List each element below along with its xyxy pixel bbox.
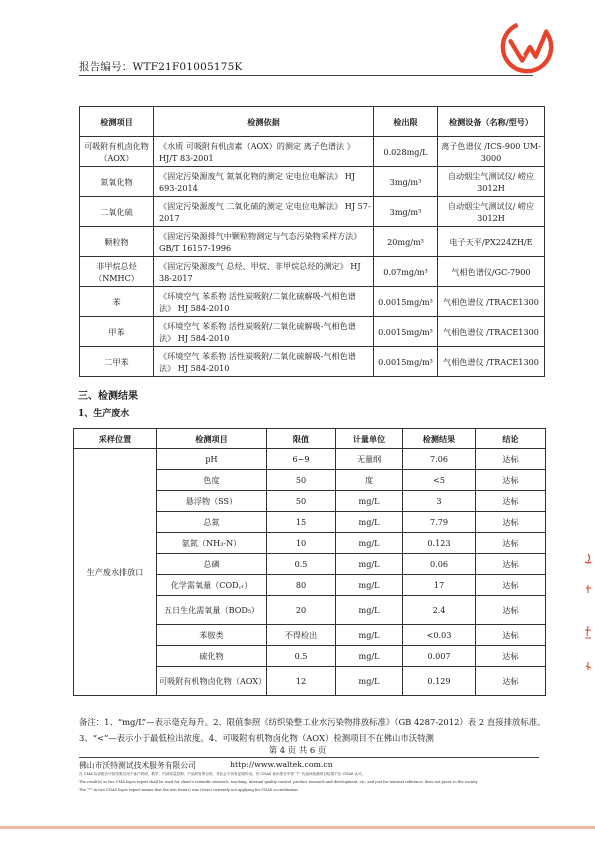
basis-cell: 《环境空气 苯系物 活性炭吸附/二氧化硫解吸-气相色谱法》 HJ 584-2010 <box>154 287 374 317</box>
result-cell: 7.06 <box>403 449 476 470</box>
header-result: 检测结果 <box>403 429 476 449</box>
item-cell: 总氮 <box>157 512 267 533</box>
footer-disclaimer-en-1: The result(s) in two CMA logos report shall be used for client's scientific research, teaching, internal quality control, product research and development, etc, and just for internal reference, does not prove to the society. <box>79 780 479 784</box>
method-table <box>79 106 545 377</box>
footer-website: http://www.waltek.com.cn <box>230 760 333 769</box>
header-item: 检测项目 <box>157 429 267 449</box>
limit-cell: 10 <box>267 533 336 554</box>
header-device: 检测设备（名称/型号） <box>438 107 545 137</box>
table-row <box>74 449 546 470</box>
unit-cell: mg/L <box>336 625 403 646</box>
item-cell: 甲苯 <box>80 317 154 347</box>
result-cell: 0.129 <box>403 667 476 696</box>
remarks: 备注：1、“mg/L”—表示毫克每升。2、限值参照《纺织染整工业水污染物排放标准》（GB 4287-2012）表 2 直接排放标准。3、“<”—表示小于最低检出浓度。4、可吸附有机物卤化物（AOX）检测项目不在佛山市沃特测 <box>79 717 546 743</box>
unit-cell: mg/L <box>336 533 403 554</box>
unit-cell: mg/L <box>336 646 403 667</box>
subsection-title: 1、生产废水 <box>78 409 130 419</box>
unit-cell: mg/L <box>336 596 403 625</box>
conclusion-cell: 达标 <box>476 512 546 533</box>
limit-cell: 6~9 <box>267 449 336 470</box>
limit-cell: 12 <box>267 667 336 696</box>
result-table-header <box>74 429 546 449</box>
basis-cell: 《固定污染源排气中颗粒物测定与气态污染物采样方法》 GB/T 16157-1996 <box>154 227 374 257</box>
result-cell: 0.007 <box>403 646 476 667</box>
page-number: 第 4 页 共 6 页 <box>268 745 327 755</box>
basis-cell: 《固定污染源废气 总烃、甲烷、非甲烷总烃的测定》 HJ 38-2017 <box>154 257 374 287</box>
result-cell: 0.06 <box>403 554 476 575</box>
limit-cell: 20 <box>267 596 336 625</box>
limit-cell: 0.07mg/m³ <box>374 257 438 287</box>
unit-cell: mg/L <box>336 575 403 596</box>
conclusion-cell: 达标 <box>476 491 546 512</box>
item-cell: 可吸附有机物卤化物（AOX） <box>157 667 267 696</box>
basis-cell: 《水质 可吸附有机卤素（AOX）的测定 离子色谱法 》 HJ/T 83-2001 <box>154 137 374 167</box>
device-cell: 电子天平/PX224ZH/E <box>438 227 545 257</box>
device-cell: 气相色谱仪 /TRACE1300 <box>438 287 545 317</box>
limit-cell: 0.0015mg/m³ <box>374 287 438 317</box>
result-cell: 17 <box>403 575 476 596</box>
footer-disclaimer-cn: 在 CMA 标识报告中检结果仅用于客户科研、教学、内部质量控制、产品研发等目的，对社会不具有证明作用。有 CNAS 标识报告中带 “*” 代表该检测项目结果不在 CNAS 认可。 <box>79 772 366 776</box>
unit-cell: 无量纲 <box>336 449 403 470</box>
item-cell: 硫化物 <box>157 646 267 667</box>
limit-cell: 0.5 <box>267 646 336 667</box>
limit-cell: 80 <box>267 575 336 596</box>
limit-cell: 20mg/m³ <box>374 227 438 257</box>
limit-cell: 0.0015mg/m³ <box>374 347 438 377</box>
location-cell: 生产废水排放口 <box>74 449 157 696</box>
basis-cell: 《固定污染源废气 二氧化硫的测定 定电位电解法》 HJ 57-2017 <box>154 197 374 227</box>
table-row <box>80 287 545 317</box>
header-unit: 计量单位 <box>336 429 403 449</box>
device-cell: 自动烟尘气测试仪/ 崂应 3012H <box>438 167 545 197</box>
unit-cell: mg/L <box>336 667 403 696</box>
conclusion-cell: 达标 <box>476 575 546 596</box>
result-cell: <0.03 <box>403 625 476 646</box>
limit-cell: 0.028mg/L <box>374 137 438 167</box>
company-logo <box>498 18 556 76</box>
header-item: 检测项目 <box>80 107 154 137</box>
limit-cell: 3mg/m³ <box>374 167 438 197</box>
table-row <box>80 347 545 377</box>
item-cell: pH <box>157 449 267 470</box>
result-cell: 0.123 <box>403 533 476 554</box>
result-cell: 2.4 <box>403 596 476 625</box>
conclusion-cell: 达标 <box>476 625 546 646</box>
header-conclusion: 结论 <box>476 429 546 449</box>
conclusion-cell: 达标 <box>476 596 546 625</box>
table-row <box>80 167 545 197</box>
conclusion-cell: 达标 <box>476 646 546 667</box>
header-divider <box>79 75 533 76</box>
limit-cell: 0.0015mg/m³ <box>374 317 438 347</box>
header-location: 采样位置 <box>74 429 157 449</box>
table-row <box>80 227 545 257</box>
footer-divider <box>79 757 539 758</box>
unit-cell: mg/L <box>336 512 403 533</box>
limit-cell: 50 <box>267 470 336 491</box>
conclusion-cell: 达标 <box>476 449 546 470</box>
item-cell: 化学需氧量（COD꜀ᵣ） <box>157 575 267 596</box>
unit-cell: mg/L <box>336 491 403 512</box>
conclusion-cell: 达标 <box>476 533 546 554</box>
basis-cell: 《环境空气 苯系物 活性炭吸附/二氧化硫解吸-气相色谱法》 HJ 584-2010 <box>154 317 374 347</box>
item-cell: 总磷 <box>157 554 267 575</box>
conclusion-cell: 达标 <box>476 470 546 491</box>
section-title: 三、检测结果 <box>78 391 138 402</box>
footer-disclaimer-en-2: The “*” in two CNAS logos report means that the test item(s) was (were) currently not applying for CNAS accreditation. <box>79 788 299 792</box>
bottom-accent-bar <box>0 826 595 829</box>
unit-cell: 度 <box>336 470 403 491</box>
result-table <box>73 428 546 696</box>
item-cell: 苯 <box>80 287 154 317</box>
header-basis: 检测依据 <box>154 107 374 137</box>
conclusion-cell: 达标 <box>476 667 546 696</box>
basis-cell: 《固定污染源废气 氮氧化物的测定 定电位电解法》 HJ 693-2014 <box>154 167 374 197</box>
seal-edge-mark <box>580 548 594 678</box>
limit-cell: 0.5 <box>267 554 336 575</box>
limit-cell: 不得检出 <box>267 625 336 646</box>
device-cell: 离子色谱仪 /ICS-900 UM-3000 <box>438 137 545 167</box>
footer-company: 佛山市沃特测试技术服务有限公司 <box>79 761 196 770</box>
item-cell: 五日生化需氧量（BOD₅） <box>157 596 267 625</box>
report-number-label: 报告编号： <box>79 61 133 73</box>
conclusion-cell: 达标 <box>476 554 546 575</box>
limit-cell: 15 <box>267 512 336 533</box>
item-cell: 可吸附有机卤化物（AOX） <box>80 137 154 167</box>
result-cell: 3 <box>403 491 476 512</box>
report-number <box>79 59 243 74</box>
device-cell: 气相色谱仪 /TRACE1300 <box>438 317 545 347</box>
report-number-value: WTF21F01005175K <box>132 61 243 73</box>
device-cell: 气相色谱仪/GC-7900 <box>438 257 545 287</box>
item-cell: 非甲烷总烃（NMHC） <box>80 257 154 287</box>
table-row <box>80 197 545 227</box>
item-cell: 二甲苯 <box>80 347 154 377</box>
item-cell: 氮氧化物 <box>80 167 154 197</box>
unit-cell: mg/L <box>336 554 403 575</box>
item-cell: 氨氮（NH₃-N） <box>157 533 267 554</box>
item-cell: 色度 <box>157 470 267 491</box>
basis-cell: 《环境空气 苯系物 活性炭吸附/二氧化硫解吸-气相色谱法》 HJ 584-2010 <box>154 347 374 377</box>
limit-cell: 50 <box>267 491 336 512</box>
header-limit: 限值 <box>267 429 336 449</box>
device-cell: 气相色谱仪 /TRACE1300 <box>438 347 545 377</box>
result-cell: <5 <box>403 470 476 491</box>
header-limit: 检出限 <box>374 107 438 137</box>
item-cell: 悬浮物（SS） <box>157 491 267 512</box>
item-cell: 二氧化硫 <box>80 197 154 227</box>
device-cell: 自动烟尘气测试仪/ 崂应 3012H <box>438 197 545 227</box>
table-row <box>80 257 545 287</box>
method-table-header <box>80 107 545 137</box>
item-cell: 苯胺类 <box>157 625 267 646</box>
limit-cell: 3mg/m³ <box>374 197 438 227</box>
table-row <box>80 137 545 167</box>
table-row <box>80 317 545 347</box>
result-cell: 7.79 <box>403 512 476 533</box>
item-cell: 颗粒物 <box>80 227 154 257</box>
